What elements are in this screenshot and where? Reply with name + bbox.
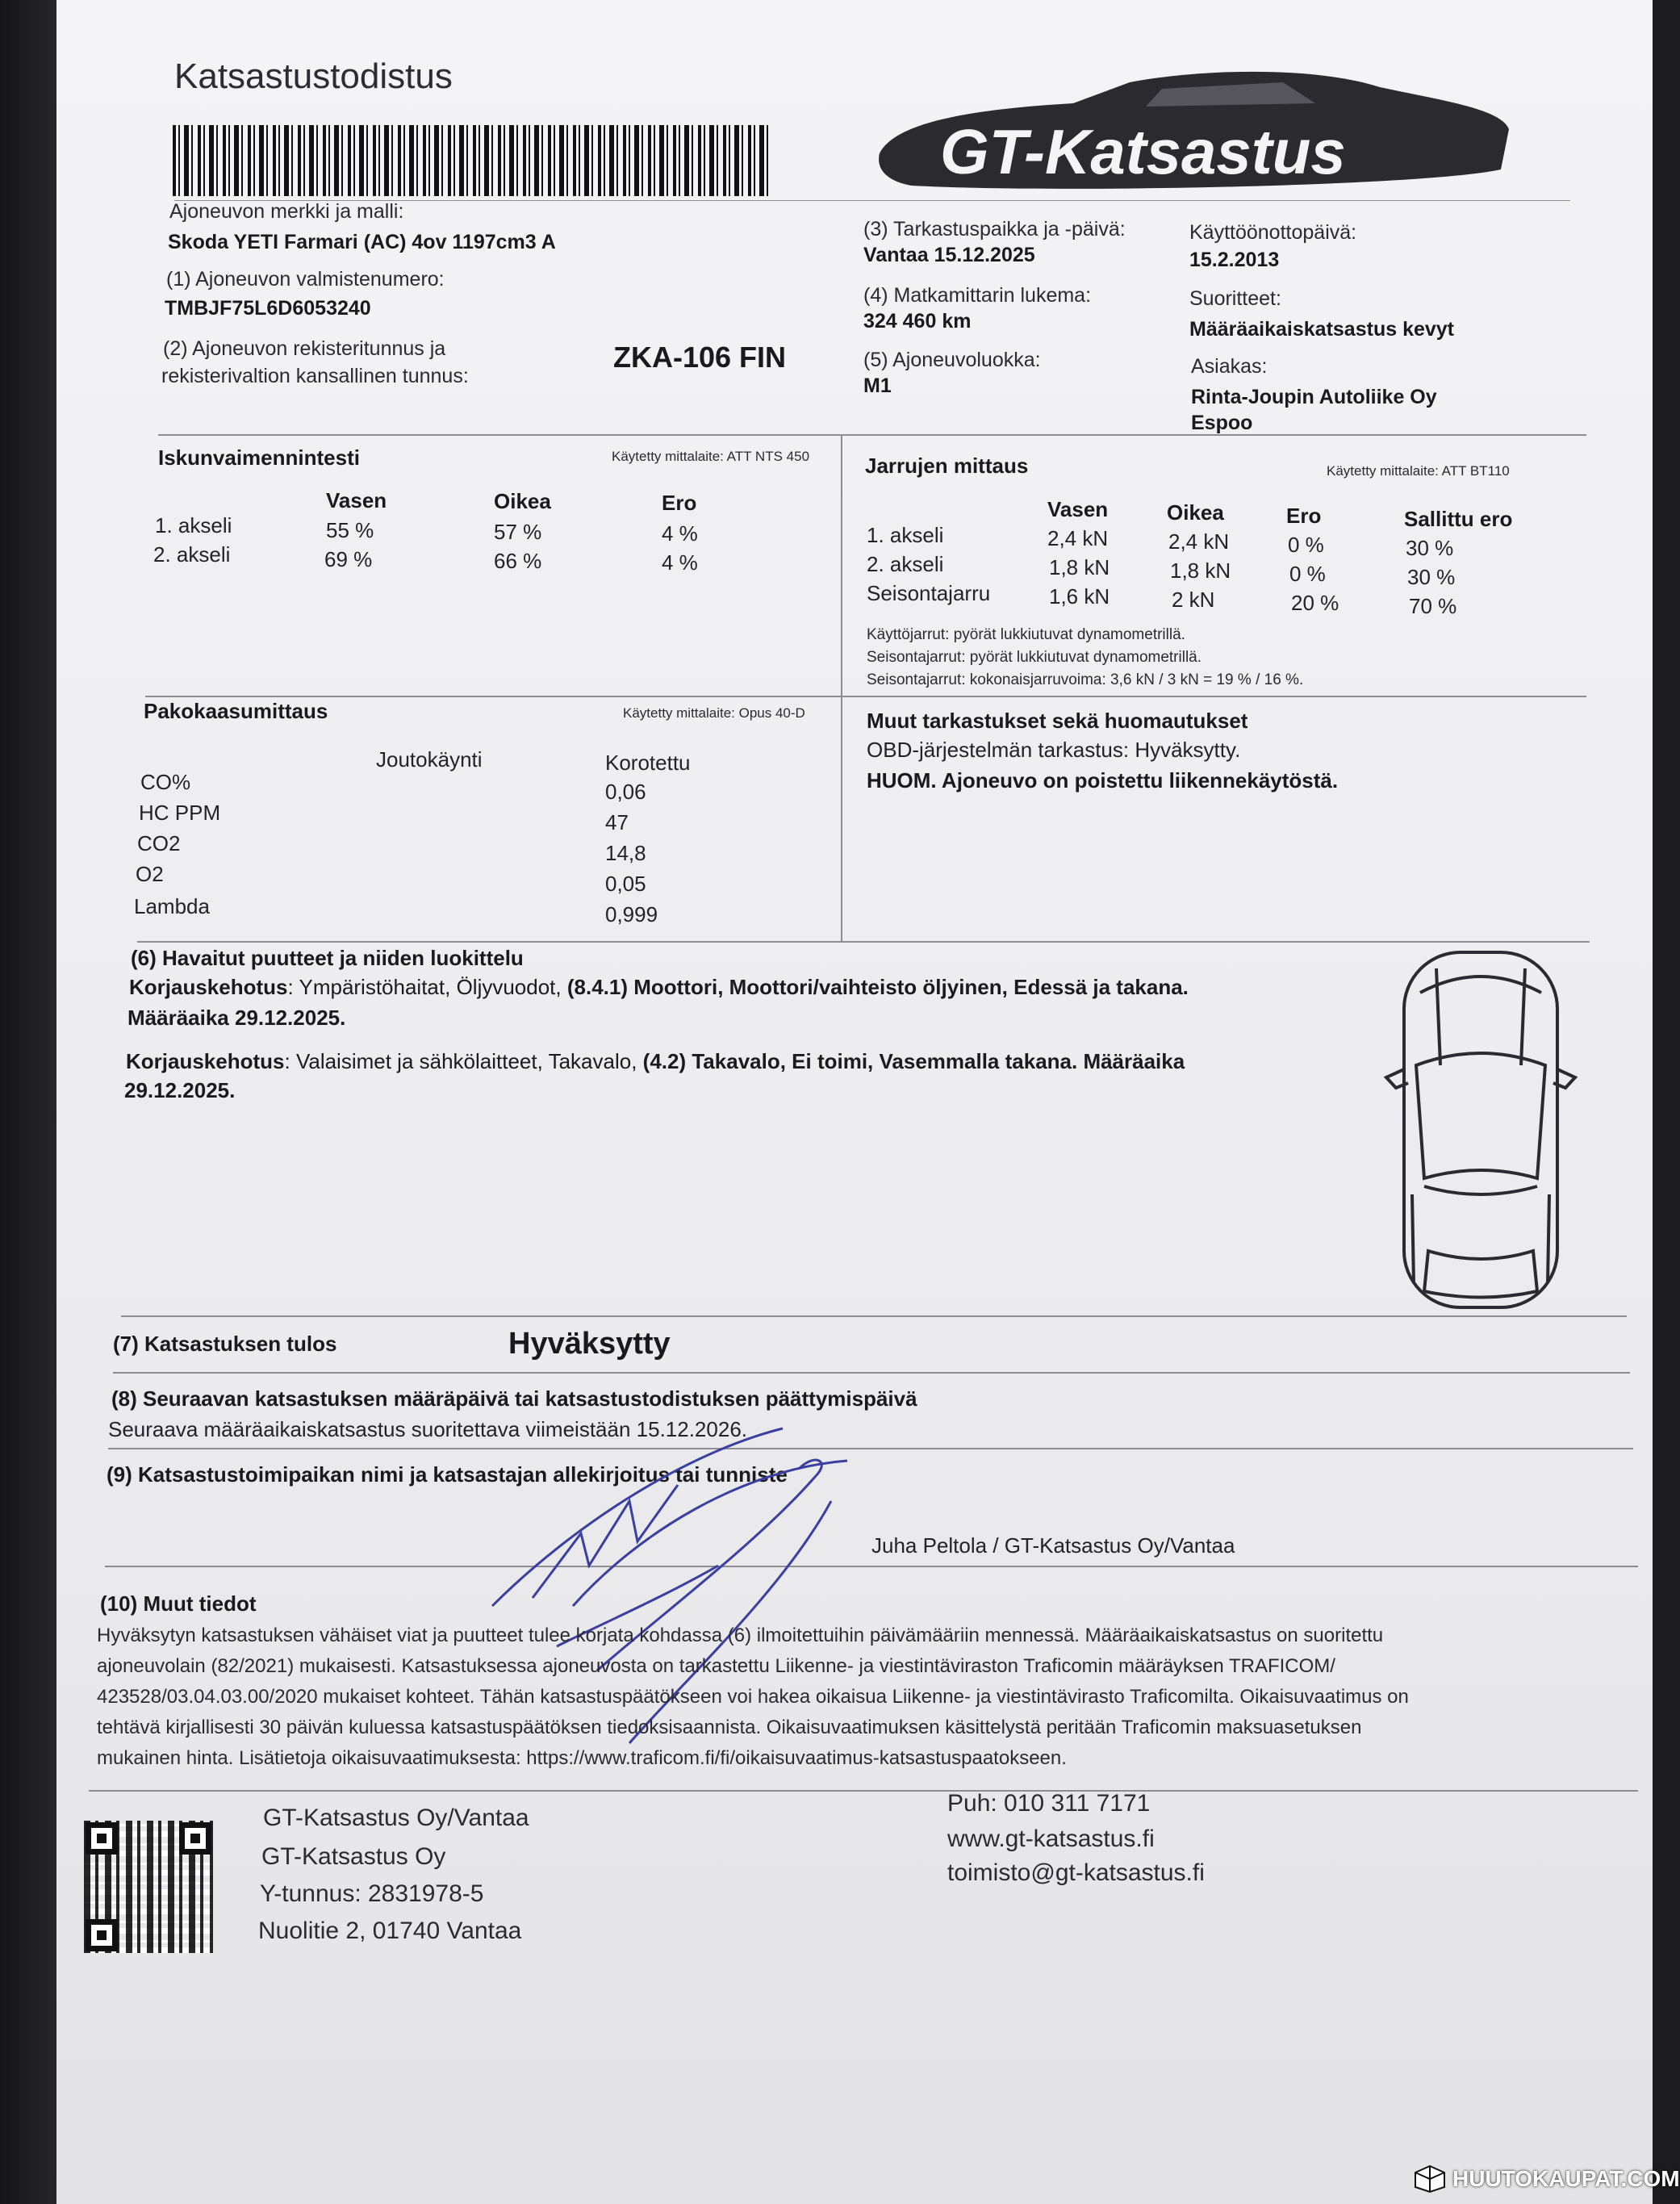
customer-label: Asiakas: bbox=[1191, 355, 1268, 378]
shock-header-oikea: Oikea bbox=[494, 489, 551, 513]
place-value: Vantaa 15.12.2025 bbox=[863, 244, 1035, 266]
misc-text: Hyväksytyn katsastuksen vähäiset viat ja puutteet tulee korjata kohdassa (6) ilmoitettuihin päivämääriin mennessä. Määräaikaiskatsastus on suoritettu ajoneuvolain (82/2021) mukaisesti. Katsastuksessa ajoneuvosta on tarkastettu Liikenne- ja viestintäviraston Traficomin määräyksen TRAFICOM/ 423528/03.04.03.00/2020 mukaiset kohteet. Tähän katsastuspäätökseen voi hakea oikaisua Liikenne- ja viestintävirasto Traficomilta. Oikaisuvaatimus on tehtävä kirjallisesti 30 päivän kuluessa katsastuspäätöksen tiedoksisaannista. Oikaisuvaatimuksen käsittelystä peritään Traficomin maksuasetuksen mukainen hinta. Lisätietoja oikaisuvaatimuksesta: https://www.traficom.fi/fi/oikaisuvaatimus-katsastuspaatokseen. bbox=[97, 1625, 1409, 1769]
defect-item: Korjauskehotus: Ympäristöhaitat, Öljyvuodot, (8.4.1) Moottori, Moottori/vaihteisto öljyinen, Edessä ja takana. bbox=[129, 975, 1189, 999]
footer-company-1: GT-Katsastus Oy/Vantaa bbox=[263, 1805, 529, 1831]
brakes-title: Jarrujen mittaus bbox=[865, 454, 1029, 478]
shock-device: Käytetty mittalaite: ATT NTS 450 bbox=[612, 449, 810, 464]
footer-business-id: Y-tunnus: 2831978-5 bbox=[260, 1880, 484, 1907]
odometer-label: (4) Matkamittarin lukema: bbox=[863, 284, 1092, 307]
exhaust-header-idle: Joutokäynti bbox=[376, 747, 483, 772]
vin-label: (1) Ajoneuvon valmistenumero: bbox=[166, 268, 445, 291]
obd-check: OBD-järjestelmän tarkastus: Hyväksytty. bbox=[867, 738, 1241, 762]
vehicle-class-value: M1 bbox=[863, 374, 892, 397]
defect-deadline: Määräaika 29.12.2025. bbox=[127, 1006, 346, 1030]
defect-deadline: 29.12.2025. bbox=[124, 1078, 236, 1102]
footer-address: Nuolitie 2, 01740 Vantaa bbox=[258, 1918, 522, 1944]
make-value: Skoda YETI Farmari (AC) 4ov 1197cm3 A bbox=[168, 231, 556, 253]
other-checks-title: Muut tarkastukset sekä huomautukset bbox=[867, 709, 1248, 733]
misc-label: (10) Muut tiedot bbox=[100, 1591, 257, 1616]
brakes-header-ero: Ero bbox=[1286, 504, 1322, 528]
inspector-name: Juha Peltola / GT-Katsastus Oy/Vantaa bbox=[871, 1533, 1235, 1558]
exhaust-title: Pakokaasumittaus bbox=[144, 699, 328, 723]
brakes-header-sallittu: Sallittu ero bbox=[1404, 507, 1513, 531]
performed-value: Määräaikaiskatsastus kevyt bbox=[1189, 318, 1455, 341]
next-inspection-value: Seuraava määräaikaiskatsastus suoritettava viimeistään 15.12.2026. bbox=[108, 1417, 747, 1441]
odometer-value: 324 460 km bbox=[863, 310, 972, 332]
reg-value: ZKA-106 FIN bbox=[613, 341, 787, 374]
logo-text: GT-Katsastus bbox=[940, 116, 1346, 187]
vin-value: TMBJF75L6D6053240 bbox=[165, 297, 371, 320]
car-diagram bbox=[1364, 944, 1606, 1315]
gt-katsastus-logo bbox=[863, 65, 1525, 202]
make-label: Ajoneuvon merkki ja malli: bbox=[169, 200, 404, 223]
brake-note: Käyttöjarrut: pyörät lukkiutuvat dynamometrillä. bbox=[867, 626, 1185, 643]
inspection-certificate-paper: Katsastustodistus GT-Katsastus Ajoneuvon merkki ja malli: Skoda YETI Farmari (AC) 4ov 1197cm3 A (1) Ajoneuvon valmistenumero: TMBJF75L6D6053240 (2) Ajoneuvon rekisteritunnus ja rekisterivaltion kansallinen tunnus: ZKA-106 FIN (3) Tarkastuspaikka ja -päivä: Vantaa 15.12.2025 (4) Matkamittarin lukema: 324 460 km (5) Ajoneuvoluokka: M1 Käyttöönottopäivä: 15.2.2013 Suoritteet: Määräaikaiskatsastus kevyt Asiakas: Rinta-Joupin Autoliike Oy Espoo Iskunvaimennintesti Käytetty mittalaite: ATT NTS 450 Vasen Oikea Ero 1. akseli 55 % 57 % 4 % 2. akseli 69 % 66 % 4 % Jarrujen mittaus Käytetty mittalaite: ATT BT110 Vasen Oikea Ero Sallittu ero 1. akseli 2,4 kN 2,4 kN 0 % 30 % 2. akseli 1,8 kN 1,8 kN 0 % 30 % Seisontajarru 1,6 kN 2 kN 20 % 70 % Käyttöjarrut: pyörät lukkiutuvat dynamometrillä. Seisontajarrut: pyörät lukkiutuvat dynamometrillä. Seisontajarrut: kokonaisjarruvoima: 3,6 kN / 3 kN = 19 % / 16 %. Pakokaasumittaus Käytetty mittalaite: Opus 40-D Joutokäynti Korotettu CO% 0,06 HC PPM 47 CO2 14,8 O2 0,05 Lambda 0,999 Muut tarkastukset sekä huomautukset OBD-järjestelmän tarkastus: Hyväksytty. HUOM. Ajoneuvo on poistettu liikennekäytöstä. (6) Havaitut puutteet ja niiden luokittelu Korjauskehotus: Ympäristöhaitat, Öljyvuodot, (8.4.1) Moottori, Moottori/vaihteisto öljyinen, Edessä ja takana. Määräaika 29.12.2025. Korjauskehotus: Valaisimet ja sähkölaitteet, Takavalo, (4.2) Takavalo, Ei toimi, Vasemmalla takana. Määräaika 29.12.2025. (7) Katsastuksen tulos Hyväksytty (8) Seuraavan katsastuksen määräpäivä tai katsastustodistuksen päättymispäivä Seuraava määräaikaiskatsastus suoritettava viimeistään 15.12.2026. (9) Katsastustoimipaikan nimi ja katsastajan allekirjoitus tai tunniste Juha Peltola / GT-Katsastus Oy/Vantaa (10) Muut tiedot Hyväksytyn katsastuksen vähäiset viat ja puutteet tulee korjata kohdassa (6) ilmoitettuihin päivämääriin mennessä. Määräaikaiskatsastus on suoritettu ajoneuvolain (82/2021) mukaisesti. Katsastuksessa ajoneuvosta on tarkastettu Liikenne- ja viestintäviraston Traficomin määräyksen TRAFICOM/ 423528/03.04.03.00/2020 mukaiset kohteet. Tähän katsastuspäätökseen voi hakea oikaisua Liikenne- ja viestintävirasto Traficomilta. Oikaisuvaatimus on tehtävä kirjallisesti 30 päivän kuluessa katsastuspäätöksen tiedoksisaannista. Oikaisuvaatimuksen käsittelystä peritään Traficomin maksuasetuksen mukainen hinta. Lisätietoja oikaisuvaatimuksesta: https://www.traficom.fi/fi/oikaisuvaatimus-katsastuspaatokseen. GT-Katsastus Oy/Vantaa GT-Katsastus Oy Y-tunnus: 2831978-5 Nuolitie 2, 01740 Vantaa Puh: 010 311 7171 www.gt-katsastus.fi toimisto@gt-katsastus.fi bbox=[56, 0, 1653, 2204]
vehicle-class-label: (5) Ajoneuvoluokka: bbox=[863, 349, 1041, 371]
defects-title: (6) Havaitut puutteet ja niiden luokittelu bbox=[131, 946, 524, 970]
result-label: (7) Katsastuksen tulos bbox=[113, 1332, 337, 1356]
shock-header-vasen: Vasen bbox=[326, 488, 387, 512]
customer-value-2: Espoo bbox=[1191, 412, 1253, 434]
signature-label: (9) Katsastustoimipaikan nimi ja katsastajan allekirjoitus tai tunniste bbox=[107, 1462, 788, 1487]
footer-email: toimisto@gt-katsastus.fi bbox=[947, 1859, 1205, 1886]
reg-label-2: rekisterivaltion kansallinen tunnus: bbox=[161, 365, 469, 387]
qr-code bbox=[84, 1821, 216, 1956]
document-title: Katsastustodistus bbox=[174, 56, 453, 96]
watermark: HUUTOKAUPAT.COM bbox=[1414, 2164, 1680, 2194]
customer-value-1: Rinta-Joupin Autoliike Oy bbox=[1191, 386, 1437, 408]
footer-website: www.gt-katsastus.fi bbox=[947, 1826, 1155, 1852]
result-value: Hyväksytty bbox=[508, 1327, 671, 1361]
shock-header-ero: Ero bbox=[662, 491, 697, 515]
brake-note: Seisontajarrut: kokonaisjarruvoima: 3,6 kN / 3 kN = 19 % / 16 %. bbox=[867, 671, 1304, 688]
brakes-header-oikea: Oikea bbox=[1167, 500, 1224, 525]
performed-label: Suoritteet: bbox=[1189, 287, 1281, 310]
shock-title: Iskunvaimennintesti bbox=[158, 445, 360, 470]
exhaust-device: Käytetty mittalaite: Opus 40-D bbox=[623, 705, 805, 721]
traffic-use-note: HUOM. Ajoneuvo on poistettu liikennekäytöstä. bbox=[867, 768, 1339, 793]
brake-note: Seisontajarrut: pyörät lukkiutuvat dynamometrillä. bbox=[867, 649, 1202, 666]
reg-label-1: (2) Ajoneuvon rekisteritunnus ja bbox=[163, 337, 446, 360]
intro-date-value: 15.2.2013 bbox=[1189, 249, 1280, 271]
footer-phone: Puh: 010 311 7171 bbox=[947, 1790, 1151, 1817]
next-inspection-label: (8) Seuraavan katsastuksen määräpäivä tai katsastustodistuksen päättymispäivä bbox=[111, 1386, 917, 1411]
defect-item: Korjauskehotus: Valaisimet ja sähkölaitteet, Takavalo, (4.2) Takavalo, Ei toimi, Vasemmalla takana. Määräaika bbox=[126, 1049, 1185, 1073]
cube-icon bbox=[1414, 2164, 1446, 2194]
exhaust-header-raised: Korotettu bbox=[605, 751, 691, 775]
footer-company-2: GT-Katsastus Oy bbox=[261, 1843, 446, 1870]
brakes-header-vasen: Vasen bbox=[1047, 497, 1109, 521]
barcode bbox=[173, 125, 770, 196]
intro-date-label: Käyttöönottopäivä: bbox=[1189, 221, 1357, 244]
brakes-device: Käytetty mittalaite: ATT BT110 bbox=[1327, 463, 1510, 479]
place-label: (3) Tarkastuspaikka ja -päivä: bbox=[863, 218, 1126, 240]
